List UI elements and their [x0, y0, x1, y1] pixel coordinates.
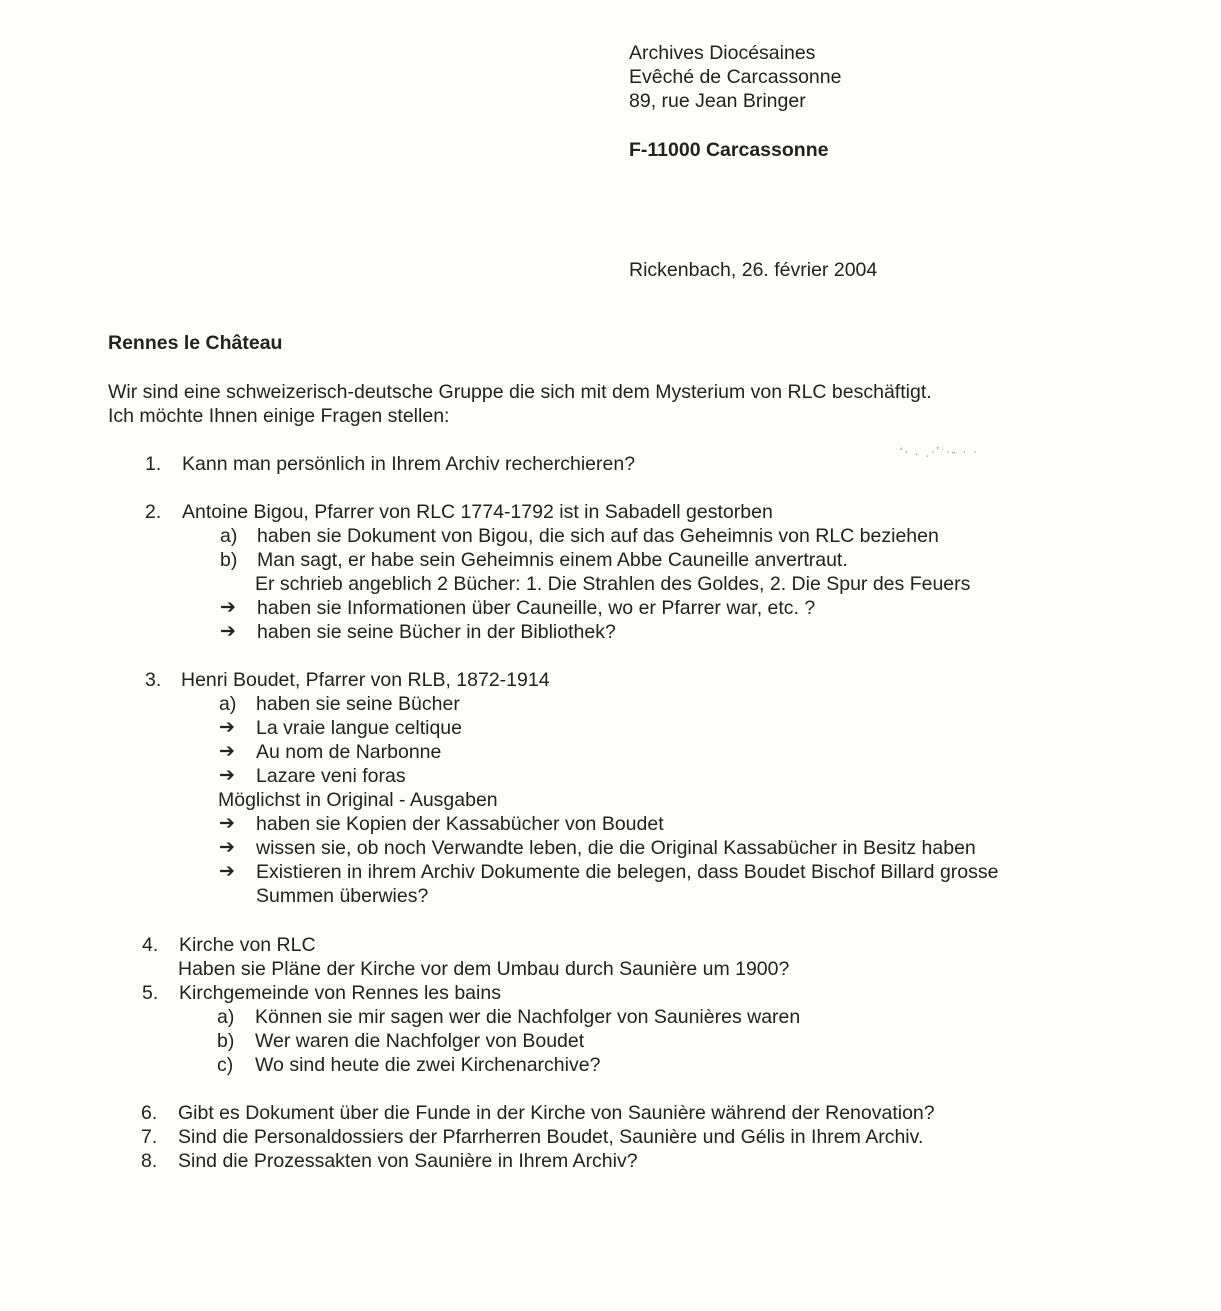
question-2a-text: haben sie Dokument von Bigou, die sich auf das Geheimnis von RLC beziehen — [257, 525, 939, 547]
arrow-icon: ➔ — [220, 597, 236, 618]
question-3-number: 3. — [145, 669, 162, 691]
question-3-book-3: Lazare veni foras — [256, 765, 406, 787]
intro-line-2: Ich möchte Ihnen einige Fragen stellen: — [108, 405, 450, 427]
question-2b-label: b) — [220, 549, 238, 571]
question-5-number: 5. — [142, 982, 159, 1004]
date-line: Rickenbach, 26. février 2004 — [629, 259, 878, 281]
arrow-icon: ➔ — [219, 765, 235, 786]
question-2b-text: Man sagt, er habe sein Geheimnis einem Abbe Cauneille anvertraut. — [257, 549, 848, 571]
question-3-text: Henri Boudet, Pfarrer von RLB, 1872-1914 — [181, 669, 550, 691]
question-5c-label: c) — [217, 1054, 234, 1076]
arrow-icon: ➔ — [220, 621, 236, 642]
question-5b-text: Wer waren die Nachfolger von Boudet — [255, 1030, 585, 1052]
question-4-text-2: Haben sie Pläne der Kirche vor dem Umbau durch Saunière um 1900? — [178, 958, 790, 980]
question-7-number: 7. — [141, 1126, 158, 1148]
recipient-line-3: 89, rue Jean Bringer — [629, 90, 806, 112]
question-2-number: 2. — [145, 501, 162, 523]
question-6-text: Gibt es Dokument über die Funde in der Kirche von Saunière während der Renovation? — [178, 1102, 935, 1124]
recipient-postal: F-11000 Carcassonne — [629, 139, 829, 161]
question-3-book-1: La vraie langue celtique — [256, 717, 462, 739]
question-3-arrow-3-continuation: Summen überwies? — [256, 885, 429, 907]
arrow-icon: ➔ — [219, 861, 235, 882]
question-3-arrow-1-text: haben sie Kopien der Kassabücher von Boudet — [256, 813, 664, 835]
question-2-text: Antoine Bigou, Pfarrer von RLC 1774-1792 ist in Sabadell gestorben — [182, 501, 773, 523]
question-4-number: 4. — [142, 934, 159, 956]
arrow-icon: ➔ — [219, 837, 235, 858]
arrow-icon: ➔ — [219, 717, 235, 738]
arrow-icon: ➔ — [219, 741, 235, 762]
question-2a-label: a) — [220, 525, 238, 547]
question-5-text: Kirchgemeinde von Rennes les bains — [179, 982, 501, 1004]
question-5c-text: Wo sind heute die zwei Kirchenarchive? — [255, 1054, 601, 1076]
intro-line-1: Wir sind eine schweizerisch-deutsche Gruppe die sich mit dem Mysterium von RLC beschäftigt. — [108, 381, 932, 403]
subject-heading: Rennes le Château — [108, 332, 283, 354]
question-3-note: Möglichst in Original - Ausgaben — [218, 789, 498, 811]
question-4-text: Kirche von RLC — [179, 934, 316, 956]
question-3a-text: haben sie seine Bücher — [256, 693, 460, 715]
question-3-book-2: Au nom de Narbonne — [256, 741, 442, 763]
recipient-line-1: Archives Diocésaines — [629, 42, 816, 64]
question-3a-label: a) — [219, 693, 237, 715]
question-3-arrow-2-text: wissen sie, ob noch Verwandte leben, die die Original Kassabücher in Besitz haben — [256, 837, 976, 859]
question-3-arrow-3-text: Existieren in ihrem Archiv Dokumente die belegen, dass Boudet Bischof Billard grosse — [256, 861, 999, 883]
question-5a-label: a) — [217, 1006, 235, 1028]
arrow-icon: ➔ — [219, 813, 235, 834]
recipient-line-2: Evêché de Carcassonne — [629, 66, 842, 88]
question-2-arrow-1-text: haben sie Informationen über Cauneille, wo er Pfarrer war, etc. ? — [257, 597, 816, 619]
question-2-arrow-2-text: haben sie seine Bücher in der Bibliothek? — [257, 621, 616, 643]
question-6-number: 6. — [141, 1102, 158, 1124]
question-1-number: 1. — [145, 453, 162, 475]
question-8-number: 8. — [141, 1150, 158, 1172]
question-5a-text: Können sie mir sagen wer die Nachfolger von Saunières waren — [255, 1006, 801, 1028]
scan-speck: ‘· . ˏ·ʼˑ·˵ · · — [900, 446, 979, 458]
question-2b-continuation: Er schrieb angeblich 2 Bücher: 1. Die Strahlen des Goldes, 2. Die Spur des Feuers — [255, 573, 971, 595]
question-8-text: Sind die Prozessakten von Saunière in Ihrem Archiv? — [178, 1150, 638, 1172]
question-5b-label: b) — [217, 1030, 235, 1052]
question-7-text: Sind die Personaldossiers der Pfarrherren Boudet, Saunière und Gélis in Ihrem Archiv. — [178, 1126, 924, 1148]
question-1-text: Kann man persönlich in Ihrem Archiv recherchieren? — [182, 453, 636, 475]
